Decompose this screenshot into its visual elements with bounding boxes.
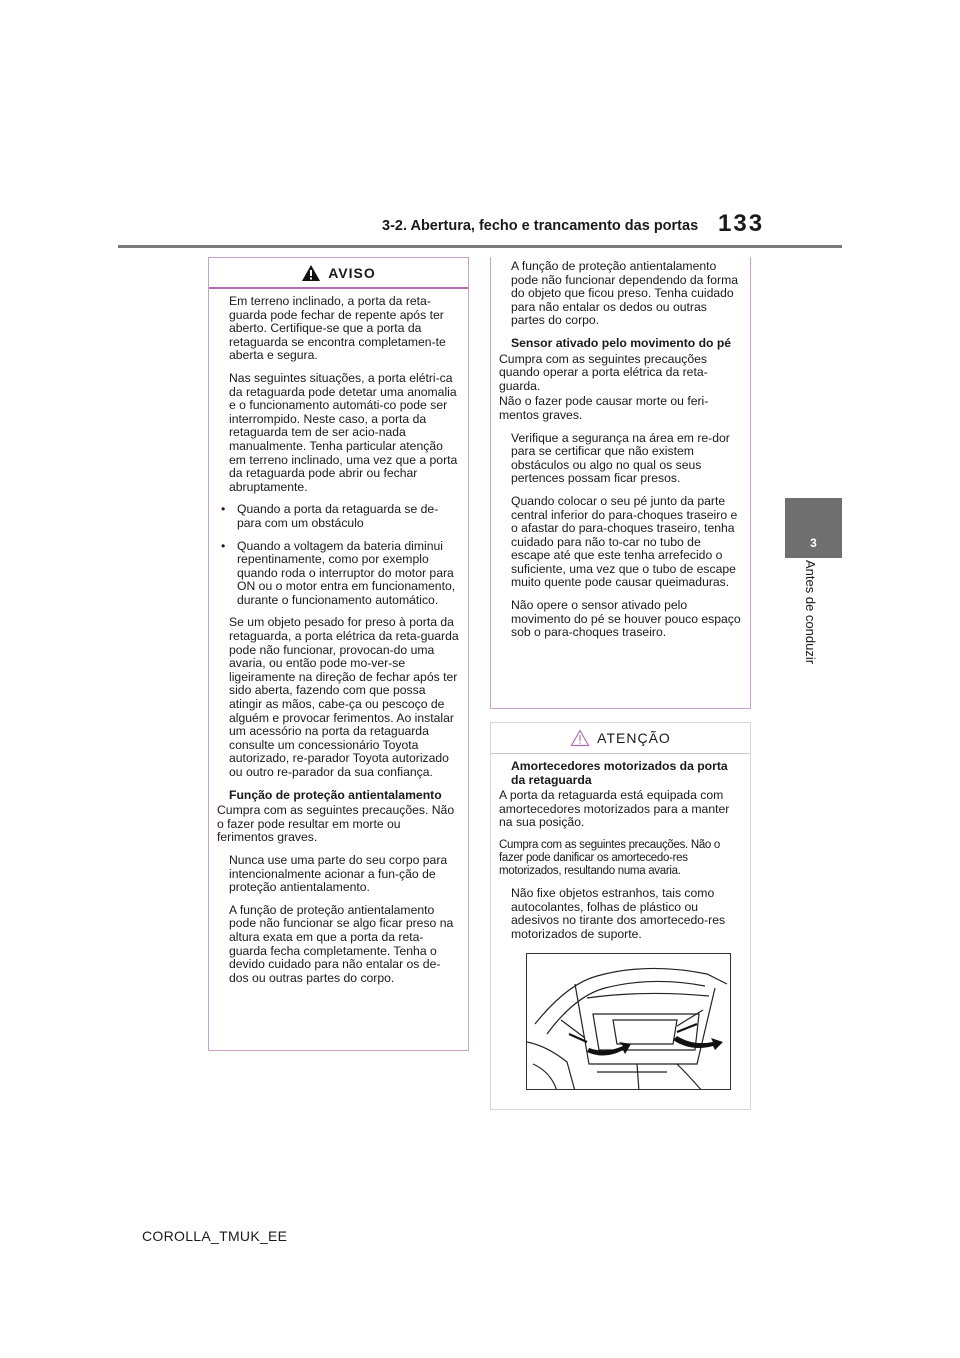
atencao-content: [491, 754, 750, 1090]
aviso-box: [208, 257, 469, 1051]
paragraph: Verifique a segurança na área em re-dor para se certificar que não existem obstáculos ou algo no qual os seus pertences possam ficar presos.: [511, 430, 730, 486]
subheading: Função de proteção antientalamento: [229, 787, 442, 802]
paragraph: Nunca use uma parte do seu corpo para intencionalmente acionar a fun-ção de proteção antientalamento.: [229, 852, 448, 895]
subheading: Amortecedores motorizados da porta da retaguarda: [511, 759, 728, 787]
aviso-content: [209, 289, 468, 985]
warning-icon: [301, 264, 321, 282]
bullet-text: Quando a voltagem da bateria diminui repentinamente, como por exemplo quando roda o interruptor do motor para ON ou o motor entra em funcionamento, durante o funcionamento automático.: [237, 538, 456, 607]
aviso-continued-box: [490, 257, 751, 709]
aviso-header: [209, 258, 468, 289]
paragraph: Nas seguintes situações, a porta elétri-ca da retaguarda pode detetar uma anomalia e o funcionamento automáti-co pode ser interrompido. Neste caso, a porta da retaguarda tem de ser acio-nada manualmente. Tenha particular atenção em terreno inclinado, uma vez que a porta da retaguarda pode abrir ou fechar abruptamente.: [229, 370, 458, 494]
paragraph: Não opere o sensor ativado pelo movimento do pé se houver pouco espaço sob o para-choques traseiro.: [511, 598, 741, 640]
paragraph: Quando colocar o seu pé junto da parte central inferior do para-choques traseiro e o afastar do para-choques traseiro, tenha cuidado para não to-car no tubo de escape até que este tenha arrefecido o suficiente, uma vez que o tubo de escape muito quente pode causar queimaduras.: [511, 493, 738, 590]
bullet-text: Quando a porta da retaguarda se de-para com um obstáculo: [237, 502, 439, 530]
paragraph: Não fixe objetos estranhos, tais como autocolantes, folhas de plástico ou adesivos no tirante dos amortecedo-res motorizados de suporte.: [511, 885, 726, 941]
paragraph: Se um objeto pesado for preso à porta da retaguarda, a porta elétrica da reta-guarda pode não funcionar, provocan-do uma avaria, ou então pode mo-ver-se ligeiramente na direção de fechar após ter sido aberta, fazendo com que possa atingir as mãos, cabe-ça ou pescoço de alguém e provocar ferimentos. Ao instalar um acessório na porta da retaguarda consulte um concessionário Toyota autorizado, re-parador Toyota autorizado ou outro re-parador da sua confiança.: [229, 615, 459, 779]
bullet-item: [217, 540, 460, 608]
header-rule: [118, 245, 842, 248]
atencao-header: [491, 723, 750, 754]
header-section-title: 3-2. Abertura, fecho e trancamento das portas: [382, 218, 699, 234]
subheading: Sensor ativado pelo movimento do pé: [511, 335, 732, 350]
paragraph: Cumpra com as seguintes precauções. Não o fazer pode resultar em morte ou ferimentos graves.: [217, 803, 455, 845]
aviso-title: AVISO: [328, 264, 376, 281]
bullet-item: [217, 503, 460, 530]
chapter-title: Antes de conduzir: [803, 560, 818, 665]
document-code: COROLLA_TMUK_EE: [142, 1228, 288, 1244]
aviso-continued-content: [491, 257, 750, 640]
bullet-mark: •: [221, 538, 226, 553]
page-number: 133: [718, 210, 765, 237]
paragraph: Não o fazer pode causar morte ou feri-mentos graves.: [499, 394, 709, 422]
caution-icon: [570, 729, 590, 747]
bullet-mark: •: [221, 502, 226, 517]
tailgate-illustration: [526, 953, 731, 1090]
paragraph: A função de proteção antientalamento pode não funcionar dependendo da forma do objeto que ficou preso. Tenha cuidado para não entalar os dedos ou outras partes do corpo.: [511, 259, 739, 328]
chapter-number: 3: [810, 536, 817, 550]
tailgate-drawing: [527, 954, 731, 1090]
paragraph: A função de proteção antientalamento pode não funcionar se algo ficar preso na altura exata em que a porta da reta-guarda fecha completamente. Tenha o devido cuidado para não entalar os de-dos ou outras partes do corpo.: [229, 902, 454, 985]
paragraph: A porta da retaguarda está equipada com amortecedores motorizados para a manter na sua posição.: [499, 788, 730, 830]
paragraph: Em terreno inclinado, a porta da reta-guarda pode fechar de repente após ter aberto. Certifique-se que a porta da retaguarda se encontra completamen-te aberta e segura.: [229, 294, 446, 363]
paragraph: Cumpra com as seguintes precauções. Não o fazer pode danificar os amortecedo-res motorizados, resultando numa avaria.: [499, 838, 721, 877]
chapter-tab: [785, 498, 842, 558]
atencao-box: [490, 722, 751, 1110]
paragraph: Cumpra com as seguintes precauções quando operar a porta elétrica da reta-guarda.: [499, 351, 708, 393]
atencao-title: ATENÇÃO: [597, 730, 671, 746]
